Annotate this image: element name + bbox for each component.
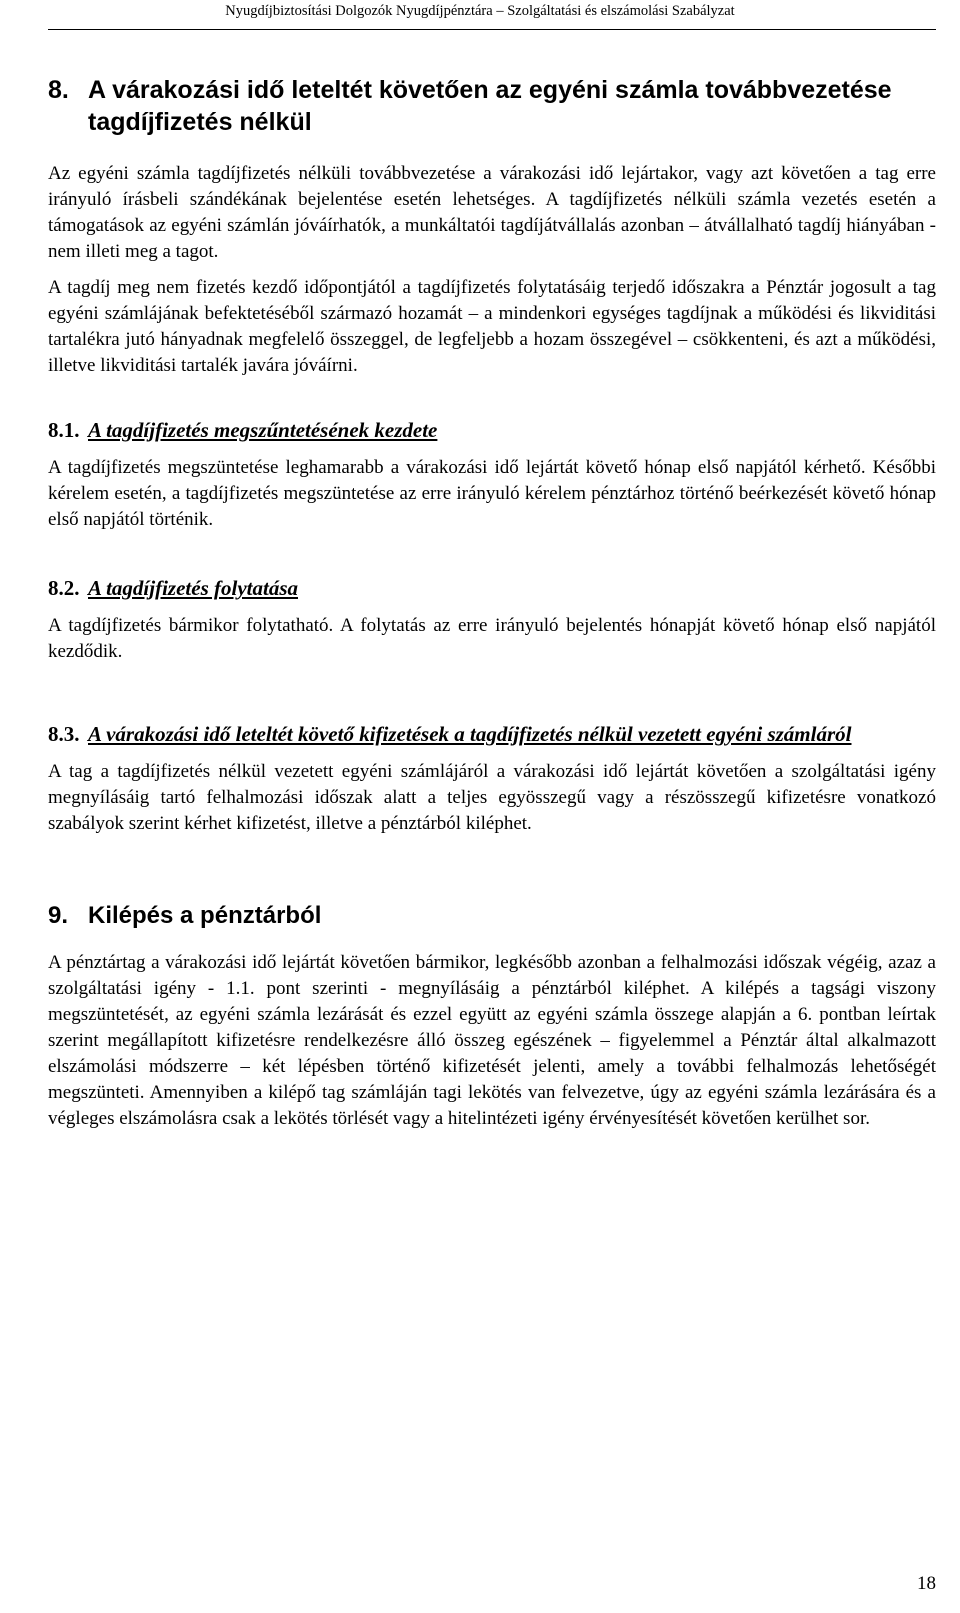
section-8-paragraph-2: A tagdíj meg nem fizetés kezdő időpontjától a tagdíjfizetés folytatásáig terjedő időszakra a Pénztár jogosult a tag egyéni számlájának befektetéséből származó hozamát – a mindenkori egységes tagdíjnak a működési és likviditási tartalékra jutó hányadnak megfelelő összeggel, de legfeljebb a hozam összegével – csökkenteni, és azt a működési, illetve likviditási tartalék javára jóváírni. (48, 277, 936, 376)
header-divider (48, 29, 936, 30)
running-header-title: Nyugdíjbiztosítási Dolgozók Nyugdíjpénztára – Szolgáltatási és elszámolási Szabályzat (225, 3, 735, 19)
section-8-heading (48, 74, 936, 138)
section-9-number: 9. (48, 902, 69, 929)
section-8-2-title: A tagdíjfizetés folytatása (88, 576, 298, 600)
section-8-3-paragraph: A tag a tagdíjfizetés nélkül vezetett egyéni számlájáról a várakozási idő lejártát követően a szolgáltatási igény megnyílásáig tartó felhalmozási időszak alatt a teljes egyösszegű vagy a részösszegű kifizetésre vonatkozó szabályok szerint kérhet kifizetést, illetve a pénztárból kiléphet. (48, 761, 936, 834)
section-9-paragraph: A pénztártag a várakozási idő lejártát követően bármikor, legkésőbb azonban a felhalmozási időszak végéig, azaz a szolgáltatási igény - 1.1. pont szerinti - megnyílásáig a pénztárból kiléphet. A kilépés a tagsági viszony megszüntetését, az egyéni számla lezárását és ezzel együtt az egyéni számla összege alapján a 6. pontban leírtak szerint megállapított kifizetésre rendelkezésre álló összeg egészének – figyelemmel a Pénztár által alkalmazott elszámolási módszerre – két lépésben történő kifizetését jelenti, amely a további felhalmozás lehetőségét megszünteti. Amennyiben a kilépő tag számláján tagi lekötés van felvezetve, úgy az egyéni számla lezárására és a végleges elszámolásra csak a lekötés törlését vagy a hitelintézeti igény érvényesítését követően kerülhet sor. (48, 952, 936, 1129)
section-8-3-heading (48, 720, 936, 749)
section-8-3-number: 8.3. (48, 722, 80, 746)
section-8-2-paragraph: A tagdíjfizetés bármikor folytatható. A folytatás az erre irányuló bejelentés hónapját követő hónap első napjától kezdődik. (48, 615, 936, 662)
page-number: 18 (917, 1573, 936, 1594)
section-8-1-paragraph: A tagdíjfizetés megszüntetése leghamarabb a várakozási idő lejártát követő hónap első napjától kérhető. Későbbi kérelem esetén, a tagdíjfizetés megszüntetése az erre irányuló kérelem pénztárhoz történő beérkezését követő hónap első napjától történik. (48, 457, 936, 530)
section-8-1-number: 8.1. (48, 418, 80, 442)
document-body (48, 74, 936, 1132)
section-9-title: Kilépés a pénztárból (88, 902, 322, 929)
running-header (0, 2, 960, 20)
section-8-number: 8. (48, 76, 69, 104)
section-8-1-heading (48, 416, 936, 445)
section-8-paragraph-1: Az egyéni számla tagdíjfizetés nélküli továbbvezetése a várakozási idő lejártakor, vagy azt követően a tag erre irányuló írásbeli szándékának bejelentése esetén lehetséges. A tagdíjfizetés nélküli számla vezetés esetén a támogatások az egyéni számlán jóváírhatók, a munkáltatói tagdíjátvállalás azonban – átvállalható tagdíj hiányában - nem illeti meg a tagot. (48, 163, 936, 262)
section-8-2-heading (48, 574, 936, 603)
section-8-title: A várakozási idő leteltét követően az egyéni számla továbbvezetése tagdíjfizetés nélkül (88, 76, 892, 136)
section-9-heading (48, 900, 936, 932)
section-8-1-title: A tagdíjfizetés megszűntetésének kezdete (88, 418, 438, 442)
section-8-3-title: A várakozási idő leteltét követő kifizetések a tagdíjfizetés nélkül vezetett egyéni számláról (88, 722, 852, 746)
section-8-2-number: 8.2. (48, 576, 80, 600)
